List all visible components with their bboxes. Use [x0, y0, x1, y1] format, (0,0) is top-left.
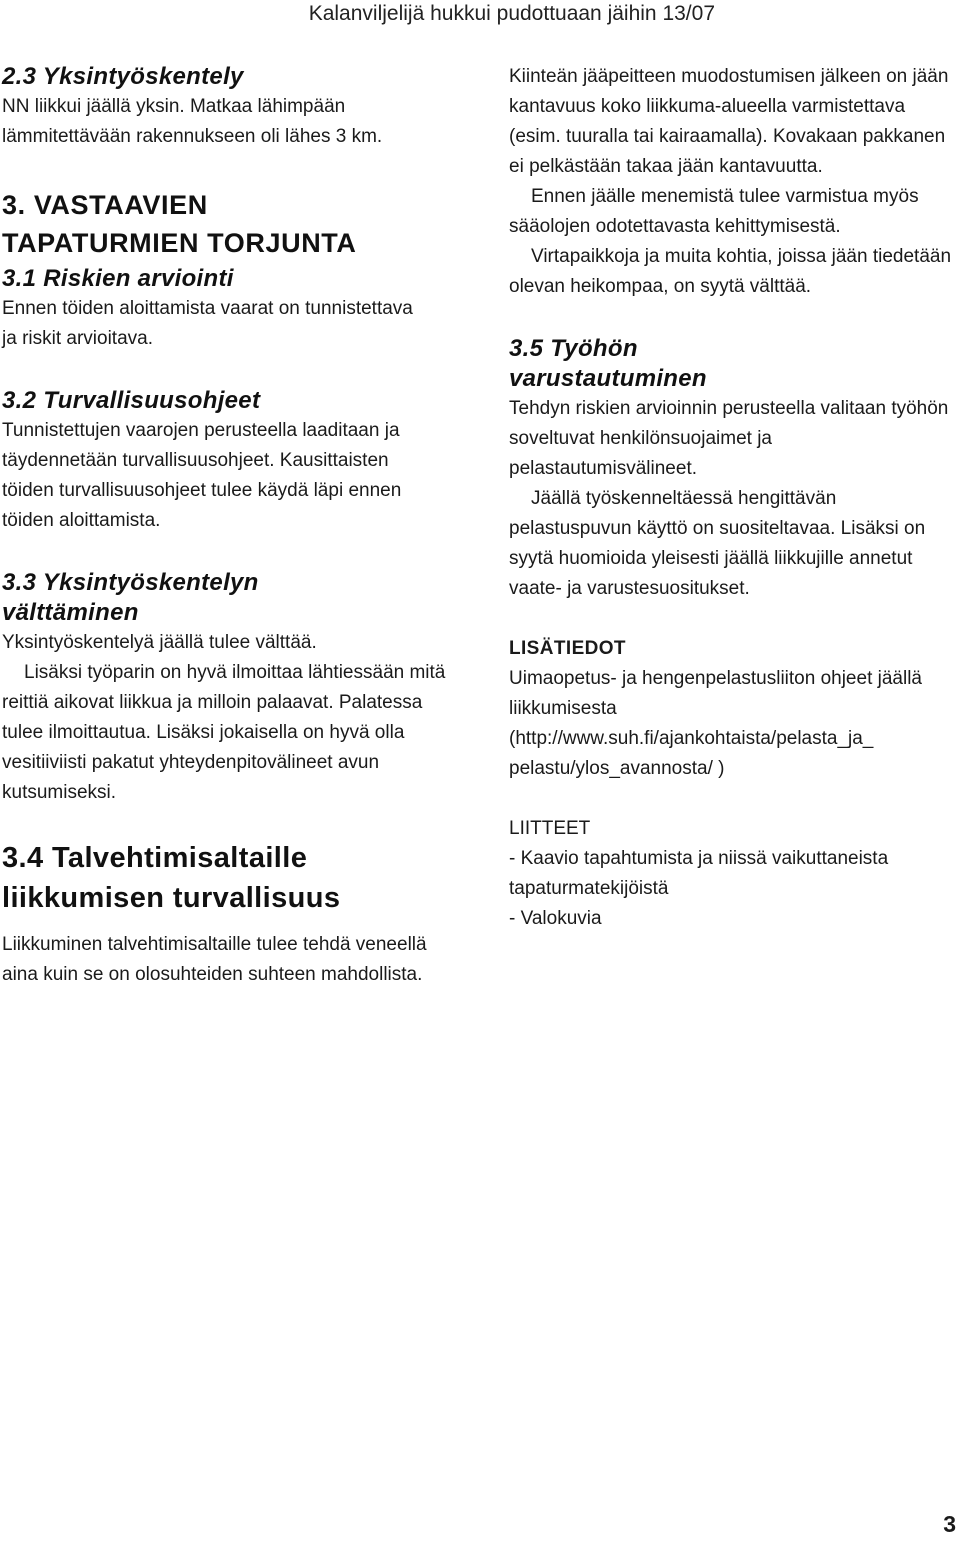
right-column — [509, 62, 952, 934]
liitteet-item-1: - Kaavio tapahtumista ja niissä vaikuttaneista tapaturmatekijöistä — [509, 848, 889, 899]
section-3-heading-line2: TAPATURMIEN TORJUNTA — [2, 228, 357, 258]
lisatiedot-url[interactable]: (http://www.suh.fi/ajankohtaista/pelasta_ja_ pelastu/ylos_avannosta/ ) — [509, 728, 874, 779]
section-3-5-text1: Tehdyn riskien arvioinnin perusteella valitaan työhön soveltuvat henkilönsuojaimet ja pelastautumisvälineet. — [509, 398, 949, 479]
section-3-1-heading: 3.1 Riskien arviointi — [2, 265, 234, 292]
section-3-4-heading-line1: 3.4 Talvehtimisaltaille — [2, 842, 308, 874]
section-3-5-heading-line2: varustautuminen — [509, 365, 707, 392]
page-number: 3 — [943, 1511, 956, 1537]
running-head: Kalanviljelijä hukkui pudottuaan jäihin 13/07 — [308, 2, 715, 25]
section-3-3-text2: Lisäksi työparin on hyvä ilmoittaa lähtiessään mitä reittiä aikovat liikkua ja milloin palaavat. Palatessa tulee ilmoittautua. Lisäksi jokaisella on hyvä olla vesitiiviisti pakatut yhteydenpitovälineet avun kutsumiseksi. — [2, 662, 446, 803]
section-3-3-text1: Yksintyöskentelyä jäällä tulee välttää. — [2, 632, 317, 653]
section-3-1 — [2, 264, 450, 354]
section-3-5-text2: Jäällä työskenneltäessä hengittävän pelastuspuvun käyttö on suositeltavaa. Lisäksi on syytä huomioida yleisesti jäällä liikkujille annetut vaate- ja varustesuositukset. — [509, 488, 926, 599]
section-3-2-heading: 3.2 Turvallisuusohjeet — [2, 387, 261, 414]
section-2-3 — [2, 62, 450, 152]
lisatiedot-text: Uimaopetus- ja hengenpelastusliiton ohjeet jäällä liikkumisesta — [509, 668, 922, 719]
section-3-4-text: Liikkuminen talvehtimisaltaille tulee tehdä veneellä aina kuin se on olosuhteiden suhteen mahdollista. — [2, 934, 427, 985]
section-3-5 — [509, 334, 952, 604]
lisatiedot-heading: LISÄTIEDOT — [509, 638, 626, 659]
ice-intro-p2: Ennen jäälle menemistä tulee varmistua myös sääolojen odotettavasta kehittymisestä. — [509, 186, 919, 237]
left-column — [2, 62, 450, 990]
ice-intro-p1: Kiinteän jääpeitteen muodostumisen jälkeen on jään kantavuus koko liikkuma-alueella varmistettava (esim. tuuralla tai kairaamalla). Kovakaan pakkanen ei pelkästään takaa jään kantavuutta. — [509, 66, 949, 177]
ice-intro — [509, 62, 952, 302]
liitteet-heading: LIITTEET — [509, 818, 591, 839]
section-3-2-text: Tunnistettujen vaarojen perusteella laaditaan ja täydennetään turvallisuusohjeet. Kausittaisten töiden turvallisuusohjeet tulee käydä läpi ennen töiden aloittamista. — [2, 420, 402, 531]
section-3-4-heading-line2: liikkumisen turvallisuus — [2, 882, 341, 914]
section-3-heading-line1: 3. VASTAAVIEN — [2, 190, 208, 220]
section-2-3-text: NN liikkui jäällä yksin. Matkaa lähimpään lämmitettävään rakennukseen oli lähes 3 km. — [2, 96, 383, 147]
liitteet-item-2: - Valokuvia — [509, 908, 602, 929]
ice-intro-p3: Virtapaikkoja ja muita kohtia, joissa jään tiedetään olevan heikompaa, on syytä välttää. — [509, 246, 952, 297]
section-3-1-text: Ennen töiden aloittamista vaarat on tunnistettava ja riskit arvioitava. — [2, 298, 413, 349]
section-3-5-heading-line1: 3.5 Työhön — [509, 335, 638, 362]
section-2-3-heading: 2.3 Yksintyöskentely — [2, 63, 244, 90]
section-3-3-heading-line1: 3.3 Yksintyöskentelyn — [2, 569, 259, 596]
section-3-3 — [2, 568, 450, 808]
section-3-4 — [2, 838, 450, 990]
liitteet-section — [509, 814, 952, 934]
section-3-3-heading-line2: välttäminen — [2, 599, 139, 626]
section-3-2 — [2, 386, 450, 536]
lisatiedot-section — [509, 634, 952, 784]
section-3 — [2, 186, 450, 262]
